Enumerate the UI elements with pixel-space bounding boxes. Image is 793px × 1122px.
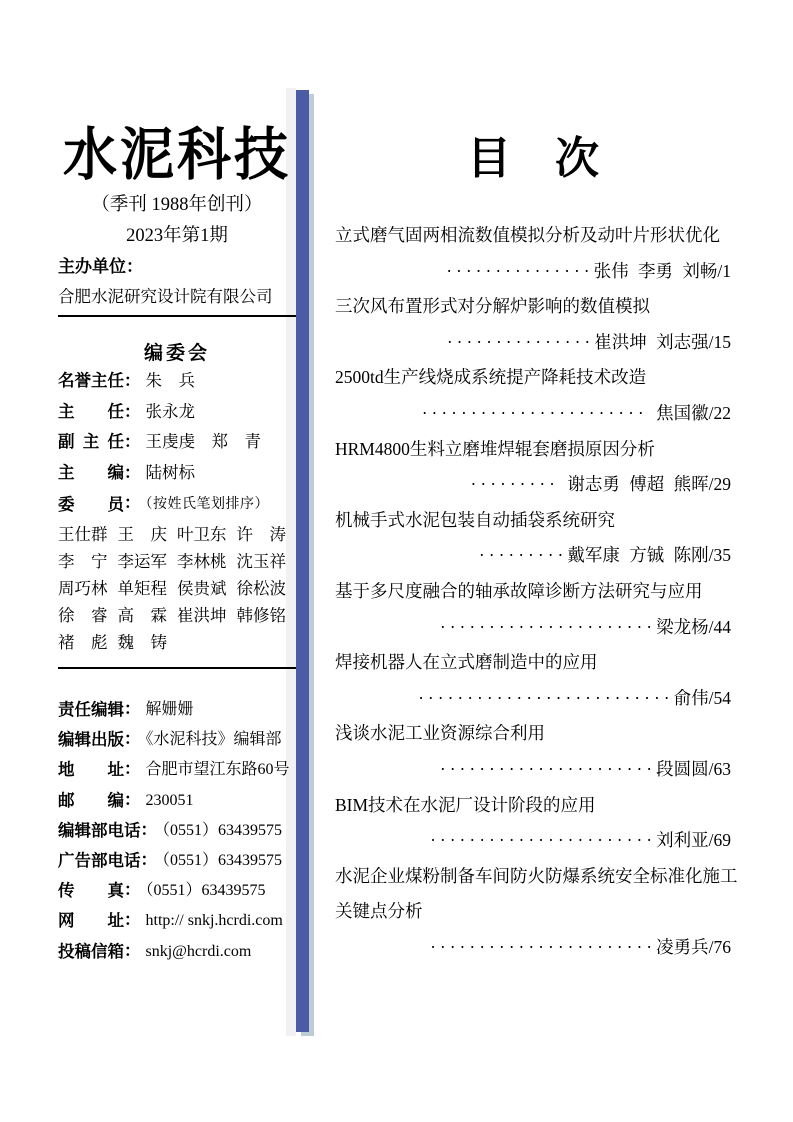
contact-value: snkj@hcrdi.com	[145, 942, 252, 960]
toc-article	[335, 859, 738, 966]
member-name: 侯贵斌	[177, 579, 227, 598]
contact-value: 合肥市望江东路60号	[145, 761, 290, 779]
contact-row	[58, 754, 296, 784]
board-role-label-text: 副主任	[58, 432, 124, 451]
article-page-number: /54	[708, 687, 731, 708]
contact-label-text: 投稿信箱	[58, 941, 124, 961]
article-author-line	[335, 930, 731, 966]
contact-label-text: 广告部电话	[58, 850, 141, 870]
contact-label-text: 责任编辑	[58, 700, 124, 719]
article-author-line	[335, 681, 731, 717]
article-author-line	[335, 325, 731, 361]
horizontal-rule-bottom	[58, 667, 296, 669]
publisher-name: 合肥水泥研究设计院有限公司	[58, 287, 273, 306]
board-role-value: 王虔虔 郑 青	[145, 432, 261, 451]
member-name: 叶卫东	[177, 525, 227, 544]
article-authors: 刘利亚	[656, 830, 709, 851]
contact-label-text: 传真	[58, 881, 124, 901]
board-role-row	[58, 366, 296, 397]
contact-label-text: 邮编	[58, 790, 124, 810]
toc-article	[335, 289, 731, 360]
toc-article	[335, 432, 731, 503]
board-role-value: 张永龙	[145, 401, 195, 421]
article-title-line: 水泥企业煤粉制备车间防火防爆系统安全标准化施工	[335, 865, 738, 886]
board-role-label-text: 委员	[58, 495, 124, 514]
contact-label-text: 编辑出版	[58, 730, 124, 750]
article-leader-dots: ·······················	[430, 936, 657, 957]
contact-value: 230051	[145, 791, 194, 809]
article-leader-dots: ······················	[439, 616, 657, 637]
member-name: 许 涛	[236, 525, 286, 544]
article-author-line	[335, 538, 731, 574]
article-authors: 段圆圆	[656, 758, 709, 779]
editorial-board-members	[58, 521, 296, 656]
article-leader-dots: ·········	[470, 474, 568, 495]
member-name: 徐 睿	[58, 606, 108, 625]
member-name: 韩修铭	[236, 606, 286, 625]
article-author-line	[335, 752, 731, 788]
article-title-line: 关键点分析	[335, 901, 423, 922]
article-authors: 谢志勇 傅超 熊晖	[567, 474, 709, 495]
contact-label: 投稿信箱：	[58, 941, 141, 960]
toc-article	[335, 645, 731, 716]
board-role-row	[58, 397, 296, 428]
member-name: 褚 彪	[58, 633, 108, 652]
board-role-value: 朱 兵	[145, 371, 195, 390]
article-page-number: /22	[708, 402, 731, 423]
board-role-label-text: 主编	[58, 462, 124, 482]
contact-label: 传真：	[58, 880, 141, 899]
contact-label-text: 地址	[58, 760, 124, 780]
member-name: 李运军	[117, 552, 167, 571]
member-name: 李 宁	[58, 552, 108, 571]
board-role-label-text: 主任	[58, 401, 124, 421]
board-role-row	[58, 458, 296, 489]
contact-label: 责任编辑：	[58, 699, 141, 718]
contact-label-text: 网址	[58, 911, 124, 931]
contact-row	[58, 845, 296, 875]
horizontal-rule-top	[58, 315, 296, 317]
contact-value: （0551）63439575	[162, 821, 283, 839]
board-role-row	[58, 427, 296, 458]
member-name: 王仕群	[58, 525, 108, 544]
article-leader-dots: ·········	[478, 545, 568, 566]
article-title-line: 三次风布置形式对分解炉影响的数值模拟	[335, 296, 650, 317]
contact-row	[58, 875, 296, 905]
contact-row	[58, 785, 296, 815]
contact-row	[58, 905, 296, 935]
article-author-line	[335, 823, 731, 859]
article-authors: 凌勇兵	[656, 936, 709, 957]
contact-row	[58, 936, 296, 966]
member-name: 沈玉祥	[236, 552, 286, 571]
article-author-line	[335, 610, 731, 646]
article-page-number: /35	[708, 545, 731, 566]
article-leader-dots: ···············	[446, 331, 595, 352]
board-role-value: （按姓氏笔划排序）	[145, 497, 269, 512]
board-role-label: 委员：	[58, 493, 141, 512]
divider-bar	[296, 90, 309, 1032]
article-page-number: /44	[708, 616, 731, 637]
toc-article	[335, 360, 731, 431]
editorial-board-title: 编委会	[143, 343, 210, 364]
article-page-number: /76	[708, 936, 731, 957]
article-title-line: BIM技术在水泥厂设计阶段的应用	[335, 794, 596, 815]
member-name: 魏 铸	[117, 633, 167, 652]
contact-row	[58, 815, 296, 845]
article-author-line	[335, 467, 731, 503]
contact-label: 地址：	[58, 759, 141, 778]
contact-label: 邮编：	[58, 790, 141, 809]
article-authors: 张伟 李勇 刘畅	[593, 260, 718, 281]
article-leader-dots: ·······················	[430, 830, 657, 851]
board-role-label: 副主任：	[58, 432, 141, 451]
article-authors: 梁龙杨	[656, 616, 709, 637]
contact-value: （0551）63439575	[145, 882, 266, 900]
toc-article	[335, 574, 731, 645]
toc-article	[335, 788, 731, 859]
publisher-label: 主办单位：	[58, 257, 143, 276]
article-page-number: /69	[708, 830, 731, 851]
article-title-line: 2500td生产线烧成系统提产降耗技术改造	[335, 367, 647, 388]
contact-value: 解姗姗	[145, 701, 194, 718]
contact-label: 编辑部电话：	[58, 820, 157, 839]
member-name: 王 庆	[117, 525, 167, 544]
contact-value: http:// snkj.hcrdi.com	[145, 912, 283, 930]
member-name: 周巧林	[58, 579, 108, 598]
toc-article	[335, 716, 731, 787]
article-page-number: /29	[708, 474, 731, 495]
article-authors: 俞伟	[673, 687, 709, 708]
article-title-line: 浅谈水泥工业资源综合利用	[335, 723, 545, 744]
contact-value: 《水泥科技》编辑部	[145, 731, 282, 749]
contact-info-list	[58, 694, 296, 966]
article-authors: 戴军康 方铖 陈刚	[567, 545, 709, 566]
member-name: 崔洪坤	[177, 606, 227, 625]
journal-issue: 2023年第1期	[126, 226, 228, 246]
member-name: 徐松波	[236, 579, 286, 598]
member-name: 李林桃	[177, 552, 227, 571]
board-role-row	[58, 488, 296, 519]
article-leader-dots: ·······················	[421, 402, 657, 423]
article-title-line: HRM4800生料立磨堆焊辊套磨损原因分析	[335, 438, 655, 459]
toc-article	[335, 218, 731, 289]
editorial-board-roles	[58, 366, 296, 519]
board-role-value: 陆树标	[145, 462, 195, 482]
contact-label: 网址：	[58, 910, 141, 929]
article-authors: 崔洪坤 刘志强	[594, 331, 709, 352]
article-page-number: /63	[708, 758, 731, 779]
contact-label-text: 编辑部电话	[58, 820, 141, 840]
article-author-line	[335, 254, 731, 290]
article-page-number: /1	[717, 260, 731, 281]
article-title-line: 机械手式水泥包装自动插袋系统研究	[335, 509, 615, 530]
member-name: 高 霖	[117, 606, 167, 625]
journal-title: 水泥科技	[63, 123, 291, 187]
member-name: 单矩程	[117, 579, 167, 598]
article-title-line: 立式磨气固两相流数值模拟分析及动叶片形状优化	[335, 225, 720, 245]
article-title-line: 焊接机器人在立式磨制造中的应用	[335, 652, 598, 673]
article-title-line: 基于多尺度融合的轴承故障诊断方法研究与应用	[335, 580, 703, 601]
article-author-line	[335, 396, 731, 432]
toc-title: 目 次	[467, 134, 599, 183]
board-role-label-text: 名誉主任	[58, 371, 124, 390]
contact-label: 编辑出版：	[58, 729, 141, 748]
contact-row	[58, 694, 296, 724]
contact-row	[58, 724, 296, 754]
journal-subtitle: （季刊 1988年创刊）	[91, 195, 263, 215]
article-authors: 焦国徽	[656, 402, 709, 423]
article-leader-dots: ······················	[439, 758, 657, 779]
board-role-label: 主编：	[58, 463, 141, 482]
board-role-label: 主任：	[58, 402, 141, 421]
toc-article	[335, 503, 731, 574]
contact-label: 广告部电话：	[58, 850, 157, 869]
toc-article-list	[335, 218, 738, 965]
contact-value: （0551）63439575	[162, 851, 283, 869]
article-leader-dots: ···············	[446, 260, 594, 281]
article-leader-dots: ··························	[418, 687, 674, 708]
board-role-label: 名誉主任：	[58, 371, 141, 390]
article-page-number: /15	[708, 331, 731, 352]
